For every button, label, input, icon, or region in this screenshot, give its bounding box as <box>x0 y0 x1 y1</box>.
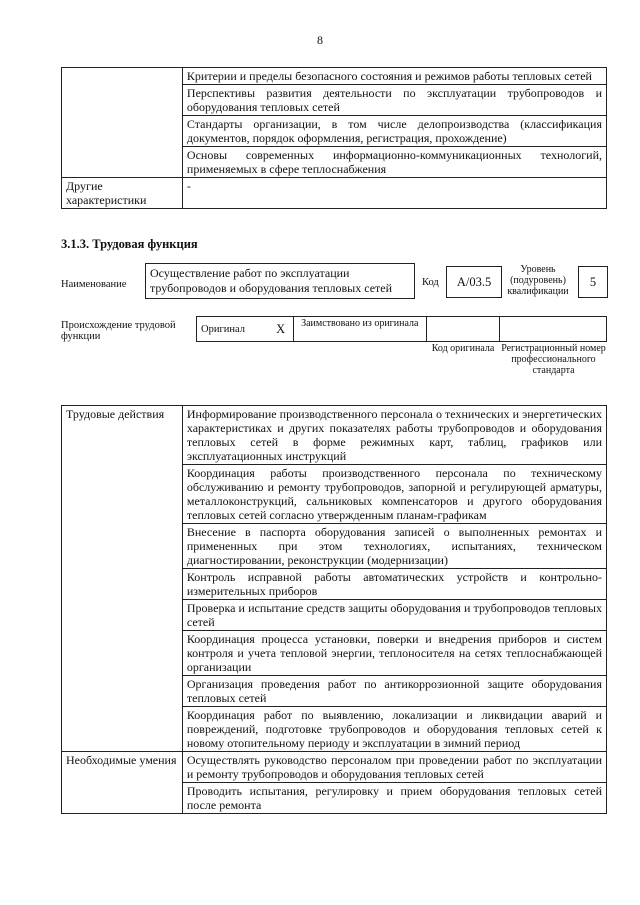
origin-table <box>196 316 607 342</box>
action-item: Внесение в паспорта оборудования записей о выполненных ремонтах и примененных при этом технологиях, испытаниях, техническом диагностировании, реконструкции (модернизации) <box>182 524 606 569</box>
reg-number-cell <box>500 317 607 342</box>
other-characteristics-label: Другие характеристики <box>62 178 183 209</box>
main-table <box>61 405 607 814</box>
actions-label: Трудовые действия <box>62 406 183 752</box>
table-row <box>62 752 607 783</box>
code-label: Код <box>422 277 439 288</box>
knowledge-table <box>61 67 607 209</box>
level-value: 5 <box>589 275 597 289</box>
knowledge-item: Основы современных информационно-коммуникационных технологий, применяемых в сфере теплоснабжения <box>182 147 606 178</box>
level-label: Уровень (подуровень) квалификации <box>507 264 569 297</box>
section-title: 3.1.3. Трудовая функция <box>61 237 198 251</box>
code-original-caption: Код оригинала <box>431 343 495 354</box>
reg-number-caption: Регистрационный номер профессионального стандарта <box>501 343 606 376</box>
name-label: Наименование <box>61 279 127 290</box>
action-item: Координация процесса установки, поверки и внедрения приборов и систем контроля и учета тепловой энергии, теплоносителя на сетях теплоснабжающей организации <box>182 631 606 676</box>
code-value: А/03.5 <box>456 275 492 289</box>
action-item: Контроль исправной работы автоматических устройств и контрольно-измерительных приборов <box>182 569 606 600</box>
table-row <box>197 317 607 342</box>
page-number: 8 <box>317 33 323 47</box>
empty-label-cell <box>62 68 183 178</box>
original-label: Оригинал <box>197 317 269 342</box>
action-item: Организация проведения работ по антикоррозионной защите оборудования тепловых сетей <box>182 676 606 707</box>
knowledge-item: Перспективы развития деятельности по эксплуатации трубопроводов и оборудования тепловых сетей <box>182 85 606 116</box>
name-value-box <box>145 263 415 299</box>
action-item: Информирование производственного персонала о технических и энергетических характеристиках и других показателях работы трубопроводов и оборудования тепловых сетей в форме режимных карт, таблиц, графиков или эксплуатационных инструкций <box>182 406 606 465</box>
knowledge-item: Стандарты организации, в том числе делопроизводства (классификация документов, порядок оформления, регистрация, прохождение) <box>182 116 606 147</box>
action-item: Координация работ по выявлению, локализации и ликвидации аварий и повреждений, подготовке трубопроводов и оборудования тепловых сетей к новому отопительному периоду и эксплуатации в зимний период <box>182 707 606 752</box>
other-characteristics-value: - <box>182 178 606 209</box>
table-row <box>62 406 607 465</box>
function-name: Осуществление работ по эксплуатации трубопроводов и оборудования тепловых сетей <box>150 266 393 295</box>
table-row <box>62 178 607 209</box>
original-mark: Х <box>268 317 293 342</box>
code-value-box <box>446 266 502 298</box>
level-value-box <box>578 266 608 298</box>
skills-label: Необходимые умения <box>62 752 183 814</box>
action-item: Координация работы производственного персонала по техническому обслуживанию и ремонту трубопроводов, запорной и регулирующей арматуры, металлоконструкций, сальниковых компенсаторов и другого оборудования тепловых сетей согласно утвержденным планам-графикам <box>182 465 606 524</box>
skill-item: Осуществлять руководство персоналом при проведении работ по эксплуатации и ремонту трубопроводов и оборудования тепловых сетей <box>182 752 606 783</box>
knowledge-item: Критерии и пределы безопасного состояния и режимов работы тепловых сетей <box>182 68 606 85</box>
code-original-cell <box>426 317 500 342</box>
borrowed-label: Заимствовано из оригинала <box>293 317 426 342</box>
origin-label: Происхождение трудовой функции <box>61 320 176 342</box>
action-item: Проверка и испытание средств защиты оборудования и трубопроводов тепловых сетей <box>182 600 606 631</box>
table-row <box>62 68 607 85</box>
skill-item: Проводить испытания, регулировку и прием оборудования тепловых сетей после ремонта <box>182 783 606 814</box>
